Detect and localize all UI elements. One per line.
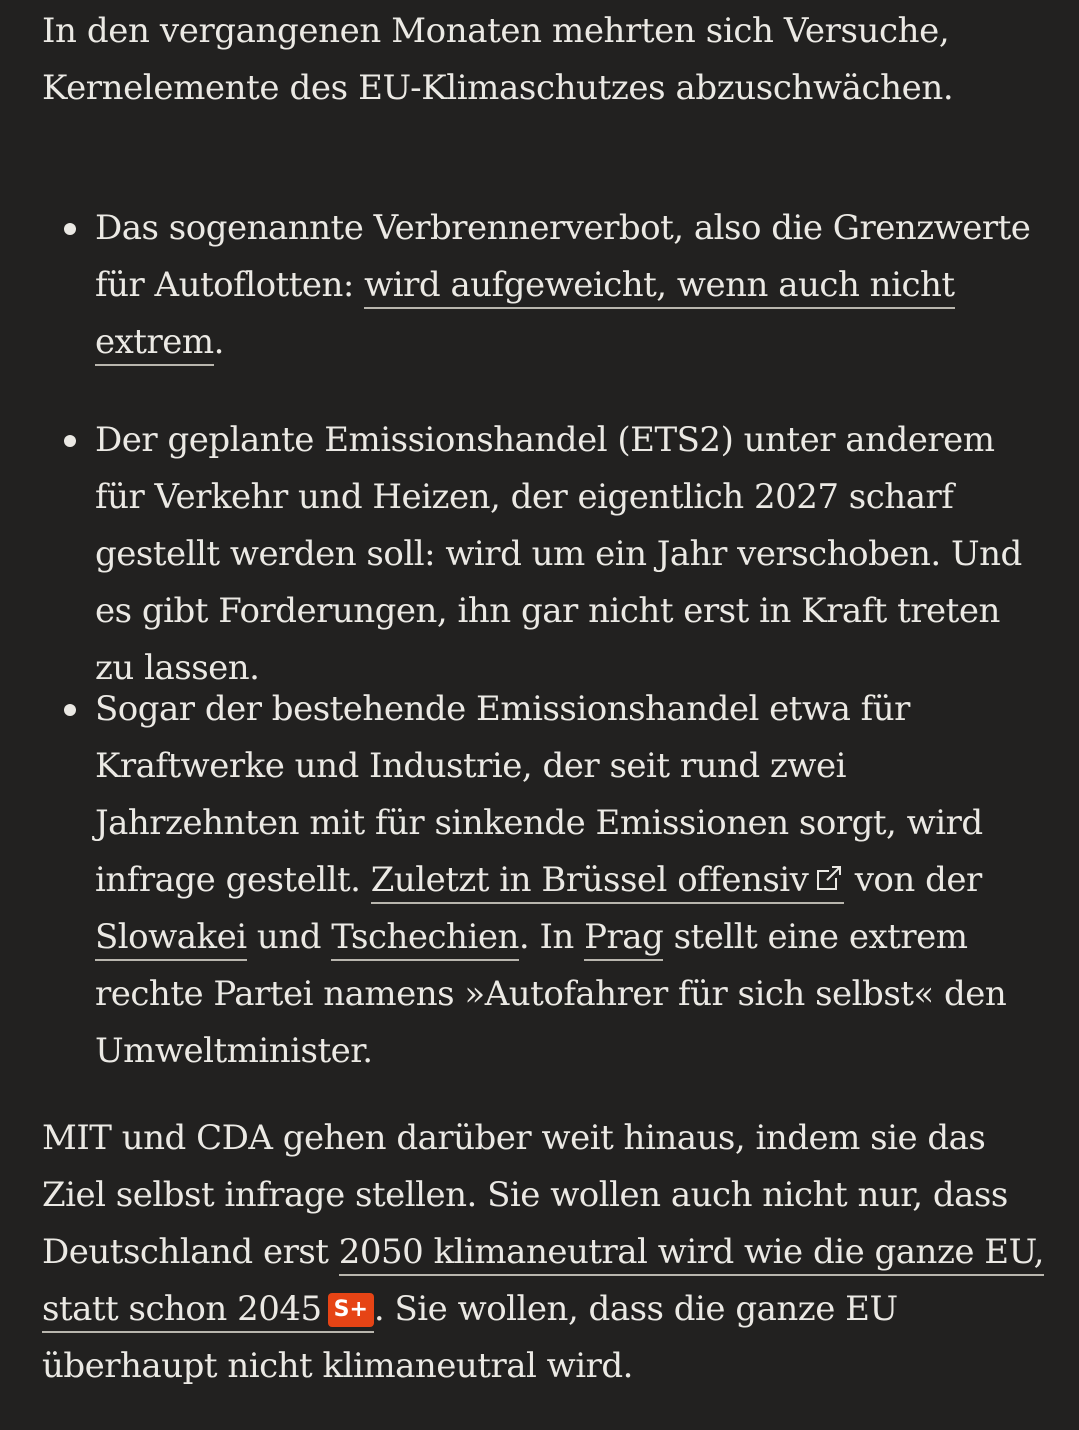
- bullet-text: und: [246, 917, 332, 957]
- link-tschechien[interactable]: Tschechien: [331, 917, 519, 961]
- link-verbrennerverbot[interactable]: wird aufgeweicht, wenn auch nicht extrem: [95, 265, 955, 366]
- bullet-text: Sogar der bestehende Emissionshandel etwa für Kraftwerke und Industrie, der seit rund zwei Jahrzehnten mit für sinkende Emissionen sorgt, wird infrage gestellt.: [95, 689, 983, 900]
- intro-paragraph: In den vergangenen Monaten mehrten sich Versuche, Kernelemente des EU-Klimaschutzes abzuschwächen.: [42, 11, 954, 108]
- spiegel-plus-badge: S+: [328, 1293, 374, 1327]
- link-label: Zuletzt in Brüssel offensiv: [370, 860, 809, 900]
- bullet-dot: [64, 435, 76, 447]
- bullet-list: [95, 200, 1045, 1071]
- outro-text: . Sie wollen, dass die ganze EU überhaupt nicht klimaneutral wird.: [42, 1289, 898, 1386]
- list-item: [95, 200, 1045, 412]
- list-item: [95, 681, 1045, 1071]
- bullet-text: stellt eine extrem rechte Partei namens »Autofahrer für sich selbst« den Umweltminister.: [95, 917, 1007, 1071]
- bullet-dot: [64, 223, 76, 235]
- bullet-text: von der: [844, 860, 982, 900]
- bullet-text: .: [213, 322, 224, 362]
- link-label: 2050 klimaneutral wird wie die ganze EU, statt schon 2045: [42, 1232, 1044, 1329]
- link-bruessel-offensiv[interactable]: [371, 860, 845, 904]
- bullet-text: Das sogenannte Verbrennerverbot, also die Grenzwerte für Autoflotten:: [95, 208, 1031, 305]
- link-slowakei[interactable]: Slowakei: [95, 917, 247, 961]
- list-item: [95, 412, 1045, 688]
- link-prag[interactable]: Prag: [584, 917, 663, 961]
- outro-text: MIT und CDA gehen darüber weit hinaus, indem sie das Ziel selbst infrage stellen. Sie wollen auch nicht nur, dass Deutschland erst: [42, 1118, 1008, 1272]
- bullet-dot: [64, 704, 76, 716]
- bullet-text: . In: [518, 917, 585, 957]
- external-link-icon: [814, 863, 844, 893]
- outro-paragraph: [42, 1110, 1052, 1395]
- bullet-text: Der geplante Emissionshandel (ETS2) unter anderem für Verkehr und Heizen, der eigentlich 2027 scharf gestellt werden soll: wird um ein Jahr verschoben. Und es gibt Forderungen, ihn gar nicht erst in Kraft treten zu lassen.: [95, 420, 1022, 688]
